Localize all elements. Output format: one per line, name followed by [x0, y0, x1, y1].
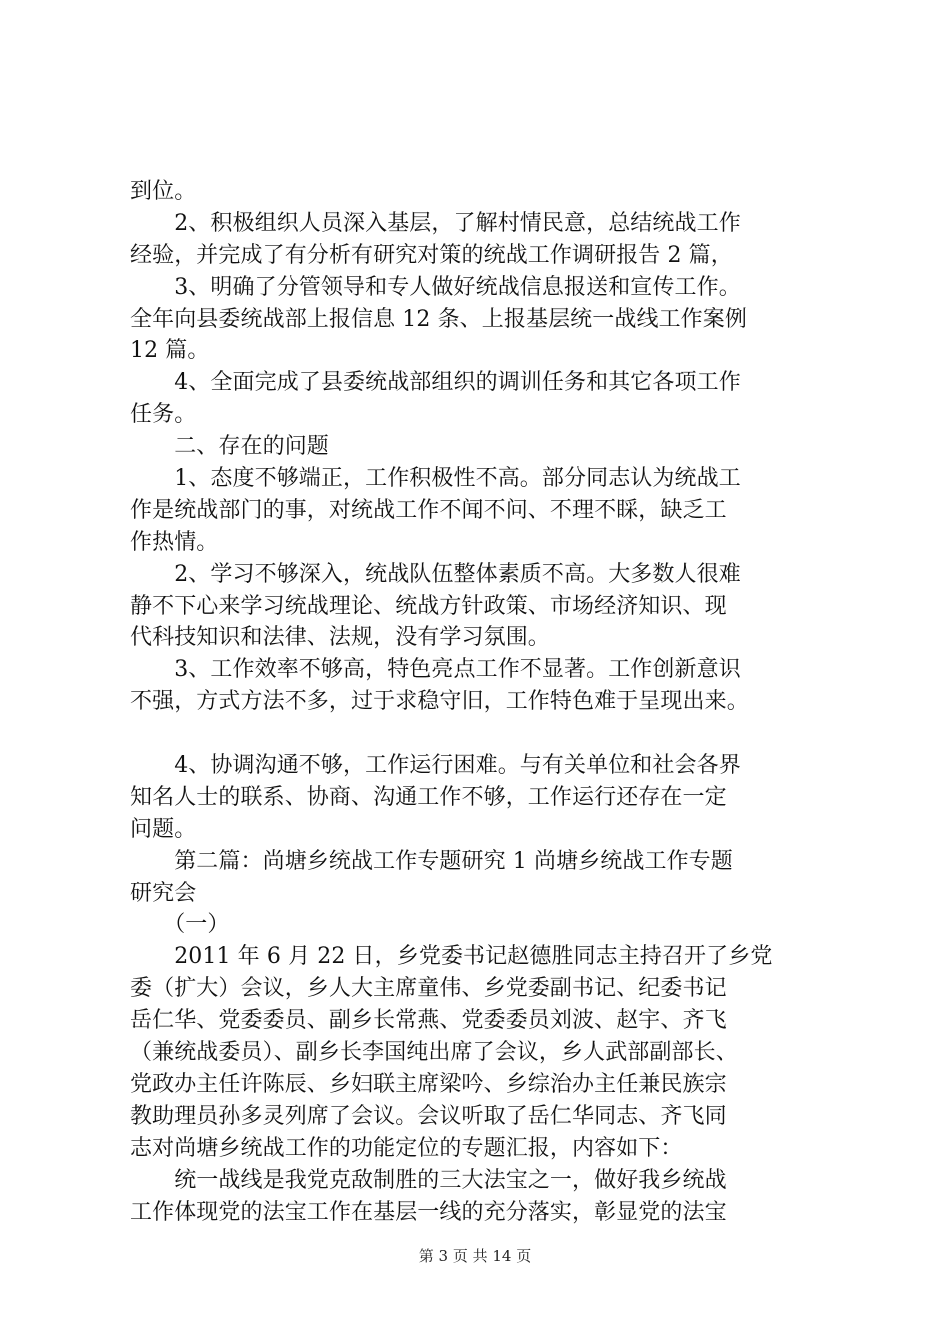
text-line: 4、全面完成了县委统战部组织的调训任务和其它各项工作	[130, 370, 741, 396]
text-line: 岳仁华、党委委员、副乡长常燕、党委委员刘波、赵宇、齐飞	[130, 1008, 727, 1034]
text-line: 知名人士的联系、协商、沟通工作不够，工作运行还存在一定	[130, 784, 727, 810]
page-footer: 第 3 页 共 14 页	[418, 1247, 532, 1265]
text-line: 作热情。	[130, 529, 219, 555]
text-line: 1、态度不够端正，工作积极性不高。部分同志认为统战工	[130, 466, 741, 492]
text-line: 党政办主任许陈辰、乡妇联主席梁吟、乡综治办主任兼民族宗	[130, 1071, 727, 1097]
text-line: 4、协调沟通不够，工作运行困难。与有关单位和社会各界	[130, 753, 741, 779]
text-line: （一）	[130, 912, 230, 938]
text-line: 任务。	[130, 402, 197, 428]
text-line: 3、明确了分管领导和专人做好统战信息报送和宣传工作。	[130, 274, 741, 300]
text-line: 第二篇：尚塘乡统战工作专题研究 1 尚塘乡统战工作专题	[130, 848, 733, 874]
text-line: 经验，并完成了有分析有研究对策的统战工作调研报告 2 篇，	[130, 242, 733, 268]
text-line: 2、学习不够深入，统战队伍整体素质不高。大多数人很难	[130, 561, 741, 587]
text-line: （兼统战委员）、副乡长李国纯出席了会议，乡人武部副部长、	[130, 1040, 738, 1066]
text-line: 志对尚塘乡统战工作的功能定位的专题汇报，内容如下：	[130, 1135, 683, 1161]
text-line: 静不下心来学习统战理论、统战方针政策、市场经济知识、现	[130, 593, 727, 619]
text-line: 2、积极组织人员深入基层，了解村情民意，总结统战工作	[130, 210, 741, 236]
text-line: 代科技知识和法律、法规，没有学习氛围。	[130, 625, 550, 651]
text-line: 2011 年 6 月 22 日，乡党委书记赵德胜同志主持召开了乡党	[130, 944, 773, 970]
text-line: 问题。	[130, 816, 197, 842]
text-line: 全年向县委统战部上报信息 12 条、上报基层统一战线工作案例	[130, 306, 747, 332]
text-line: 12 篇。	[130, 338, 210, 364]
text-line: 教助理员孙多灵列席了会议。会议听取了岳仁华同志、齐飞同	[130, 1103, 727, 1129]
text-line: 委（扩大）会议，乡人大主席童伟、乡党委副书记、纪委书记	[130, 976, 727, 1002]
text-line	[130, 718, 850, 750]
text-line: 二、存在的问题	[130, 434, 329, 460]
text-line: 到位。	[130, 179, 197, 204]
text-line: 研究会	[130, 880, 197, 906]
text-line: 统一战线是我党克敌制胜的三大法宝之一，做好我乡统战	[130, 1167, 727, 1193]
text-line: 作是统战部门的事，对统战工作不闻不问、不理不睬，缺乏工	[130, 497, 727, 523]
text-line: 工作体现党的法宝工作在基层一线的充分落实，彰显党的法宝	[130, 1199, 727, 1225]
text-line: 不强，方式方法不多，过于求稳守旧，工作特色难于呈现出来。	[130, 689, 749, 715]
text-line: 3、工作效率不够高，特色亮点工作不显著。工作创新意识	[130, 657, 741, 683]
document-body	[130, 176, 850, 1228]
